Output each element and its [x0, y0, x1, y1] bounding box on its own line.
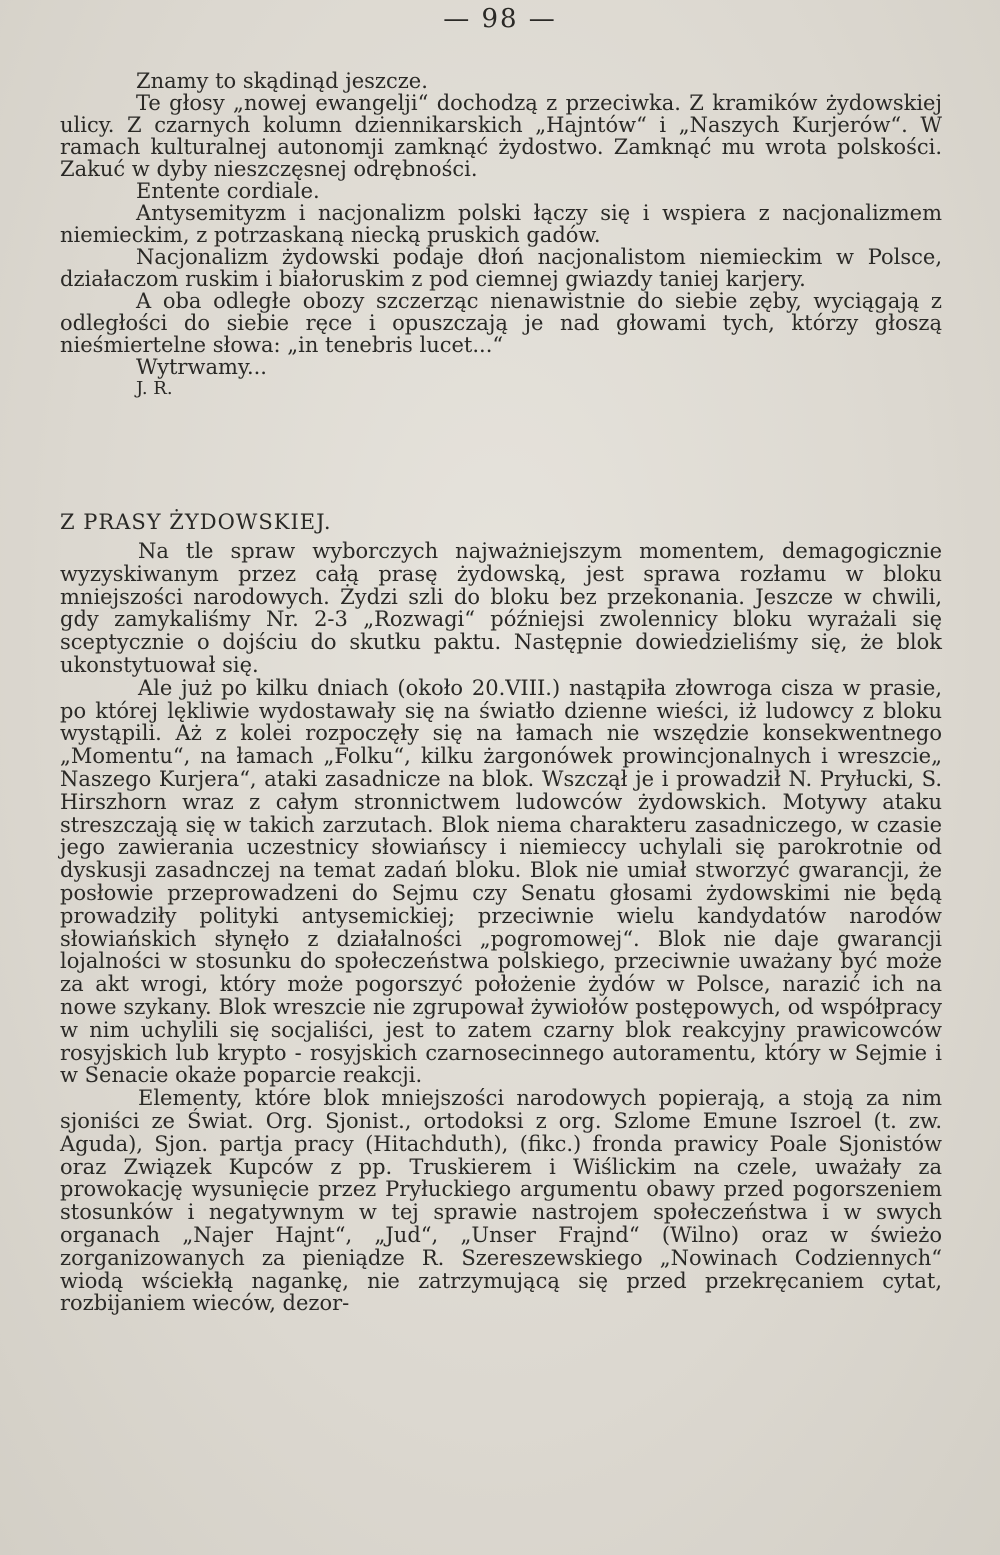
- paragraph: Entente cordiale.: [136, 179, 320, 203]
- paragraph: Ale już po kilku dniach (około 20.VIII.) nastąpiła złowroga cisza w prasie, po której lękliwie wydostawały się na światło dzienne wieści, iż ludowcy z bloku wystąpili. Aż z kolei rozpoczęły się na łamach nie wszędzie konsekwentnego „Momentu“, na łamach „Folku“, kilku żargonówek prowincjonalnych i wreszcie„ Naszego Kurjera“, ataki zasadnicze na blok. Wszczął je i prowadził N. Pryłucki, S. Hirszhorn wraz z całym stronnictwem ludowców żydowskich. Motywy ataku streszczają się w takich zarzutach. Blok niema charakteru zasadniczego, w czasie jego zawierania uczestnicy słowiańscy i niemieccy uchylali się parokrotnie od dyskusji zasadnczej na temat zadań bloku. Blok nie umiał stworzyć gwarancji, że posłowie przeprowadzeni do Sejmu czy Senatu głosami żydowskimi nie będą prowadziły polityki antysemickiej; przeciwnie wielu kandydatów narodów słowiańskich słynęło z działalności „pogromowej“. Blok nie daje gwarancji lojalności w stosunku do społeczeństwa polskiego, przeciwnie uważany być może za akt wrogi, który może pogorszyć położenie żydów w Polsce, narazić ich na nowe szykany. Blok wreszcie nie zgrupował żywiołów postępowych, od współpracy w nim uchylili się socjaliści, jest to zatem czarny blok reakcyjny prawicowców rosyjskich lub krypto - rosyjskich czarnosecinnego autoramentu, który w Sejmie i w Senacie okaże poparcie reakcji.: [60, 675, 942, 1088]
- author-signature: J. R.: [136, 378, 173, 399]
- paragraph: Te głosy „nowej ewangelji“ dochodzą z przeciwka. Z kramików żydowskiej ulicy. Z czarnych kolumn dziennikarskich „Hajntów“ i „Naszych Kurjerów“. W ramach kulturalnej autonomji zamknąć żydostwo. Zamknąć mu wrota polskości. Zakuć w dyby nieszczęsnej odrębności.: [60, 91, 942, 181]
- intro-text-block: [60, 70, 942, 400]
- paragraph: Znamy to skądinąd jeszcze.: [136, 69, 428, 93]
- section-text-block: [60, 540, 942, 1315]
- paragraph: A oba odległe obozy szczerząc nienawistnie do siebie zęby, wyciągają z odległości do siebie ręce i opuszczają je nad głowami tych, którzy głoszą nieśmiertelne słowa: „in tenebris lucet...“: [60, 289, 942, 357]
- paragraph: Elementy, które blok mniejszości narodowych popierają, a stoją za nim sjoniści ze Świat. Org. Sjonist., ortodoksi z org. Szlome Emune Iszroel (t. zw. Aguda), Sjon. partja pracy (Hitachduth), (fikc.) fronda prawicy Poale Sjonistów oraz Związek Kupców z pp. Truskierem i Wiślickim na czele, uważały za prowokację wysunięcie przez Pryłuckiego argumentu obawy przed pogorszeniem stosunków i negatywnym w tej sprawie nastrojem społeczeństwa i w swych organach „Najer Hajnt“, „Jud“, „Unser Frajnd“ (Wilno) oraz w świeżo zorganizowanych za pieniądze R. Szereszewskiego „Nowinach Codziennych“ wiodą wściekłą nagankę, nie zatrzymującą się przed przekręcaniem cytat, rozbijaniem wieców, dezor-: [60, 1086, 942, 1316]
- paragraph: Na tle spraw wyborczych najważniejszym momentem, demagogicznie wyzyskiwanym przez całą prasę żydowską, jest sprawa rozłamu w bloku mniejszości narodowych. Żydzi szli do bloku bez przekonania. Jeszcze w chwili, gdy zamykaliśmy Nr. 2-3 „Rozwagi“ późniejsi zwolennicy bloku wyrażali się sceptycznie o dojściu do skutku paktu. Następnie dowiedzieliśmy się, że blok ukonstytuował się.: [60, 539, 942, 677]
- paragraph: Antysemityzm i nacjonalizm polski łączy się i wspiera z nacjonalizmem niemieckim, z potrzaskaną niecką pruskich gadów.: [60, 201, 942, 247]
- paragraph: Nacjonalizm żydowski podaje dłoń nacjonalistom niemieckim w Polsce, działaczom ruskim i białoruskim z pod ciemnej gwiazdy taniej karjery.: [60, 245, 942, 291]
- page-number: — 98 —: [443, 4, 557, 34]
- section-title: Z PRASY ŻYDOWSKIEJ.: [60, 510, 332, 534]
- paragraph: Wytrwamy...: [136, 355, 267, 379]
